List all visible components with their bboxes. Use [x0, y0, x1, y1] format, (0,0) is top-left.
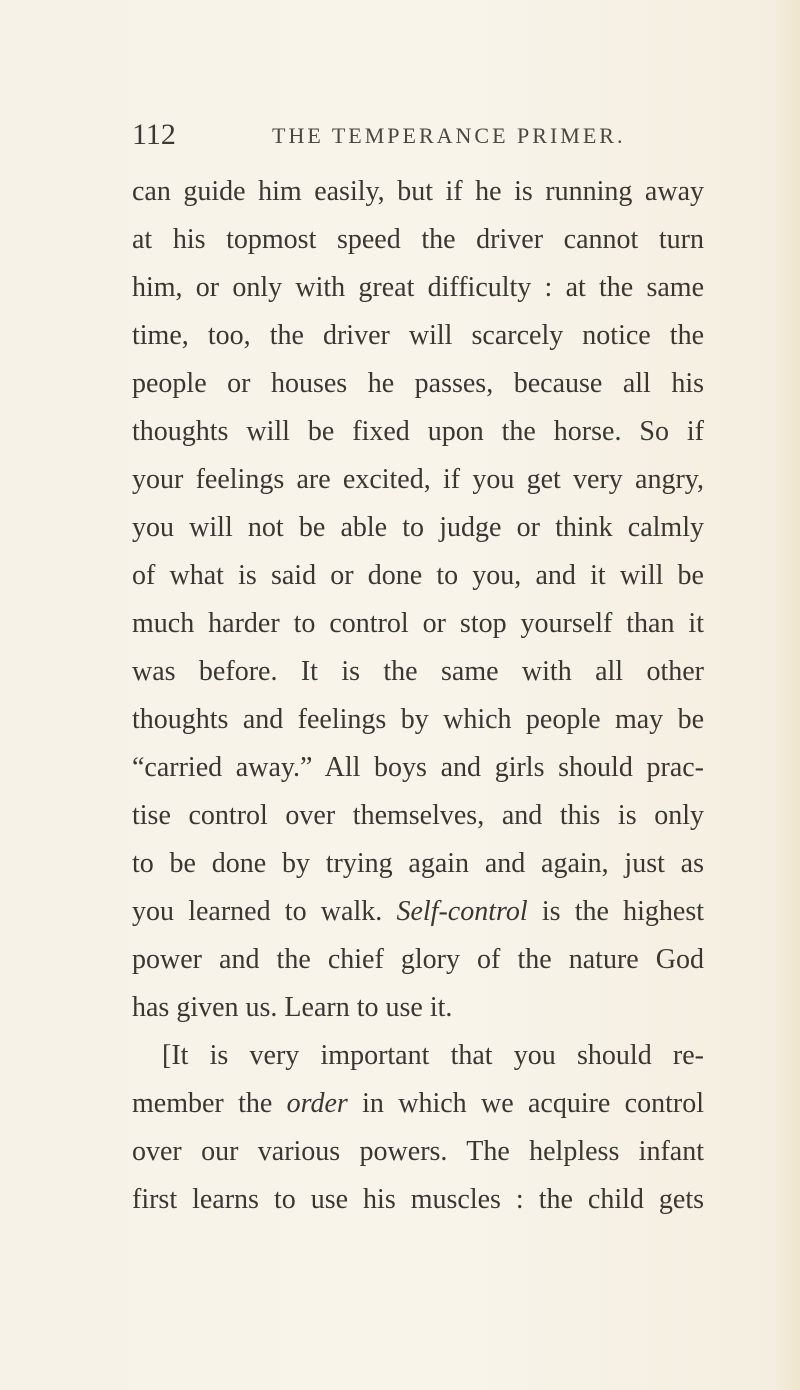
text-line: can guide him easily, but if he is running away — [132, 176, 704, 207]
page-header — [132, 118, 692, 158]
text-line: time, too, the driver will scarcely notice the — [132, 320, 704, 351]
page-edge-shadow — [774, 0, 800, 1390]
text-line: at his topmost speed the driver cannot turn — [132, 224, 704, 255]
body-text — [132, 168, 704, 1224]
text-line — [132, 1080, 704, 1128]
text-line: was before. It is the same with all other — [132, 656, 704, 687]
text-line: tise control over themselves, and this is only — [132, 800, 704, 831]
text-line: much harder to control or stop yourself than it — [132, 608, 704, 639]
text-line: him, or only with great difficulty : at the same — [132, 272, 704, 303]
text-line: thoughts will be fixed upon the horse. So if — [132, 416, 704, 447]
text-line: [It is very important that you should re- — [162, 1040, 704, 1071]
text-line: power and the chief glory of the nature God — [132, 944, 704, 975]
text-run: in which we acquire control — [347, 1088, 704, 1119]
italic-term: Self-control — [396, 896, 528, 927]
text-line: thoughts and feelings by which people may be — [132, 704, 704, 735]
text-line — [132, 888, 704, 936]
text-line: you will not be able to judge or think calmly — [132, 512, 704, 543]
text-line: “carried away.” All boys and girls should prac- — [132, 752, 704, 783]
text-line: your feelings are excited, if you get very angry, — [132, 464, 704, 495]
text-line: people or houses he passes, because all his — [132, 368, 704, 399]
text-line: to be done by trying again and again, just as — [132, 848, 704, 879]
text-run: member the — [132, 1088, 287, 1119]
text-run: you learned to walk. — [132, 896, 397, 927]
text-line: has given us. Learn to use it. — [132, 992, 453, 1023]
italic-term: order — [286, 1088, 348, 1119]
text-run: is the highest — [527, 896, 705, 927]
text-line: of what is said or done to you, and it will be — [132, 560, 704, 591]
page-number: 112 — [132, 118, 176, 151]
running-head: THE TEMPERANCE PRIMER. — [272, 123, 626, 148]
text-line: over our various powers. The helpless infant — [132, 1136, 704, 1167]
text-line: first learns to use his muscles : the child gets — [132, 1184, 704, 1215]
